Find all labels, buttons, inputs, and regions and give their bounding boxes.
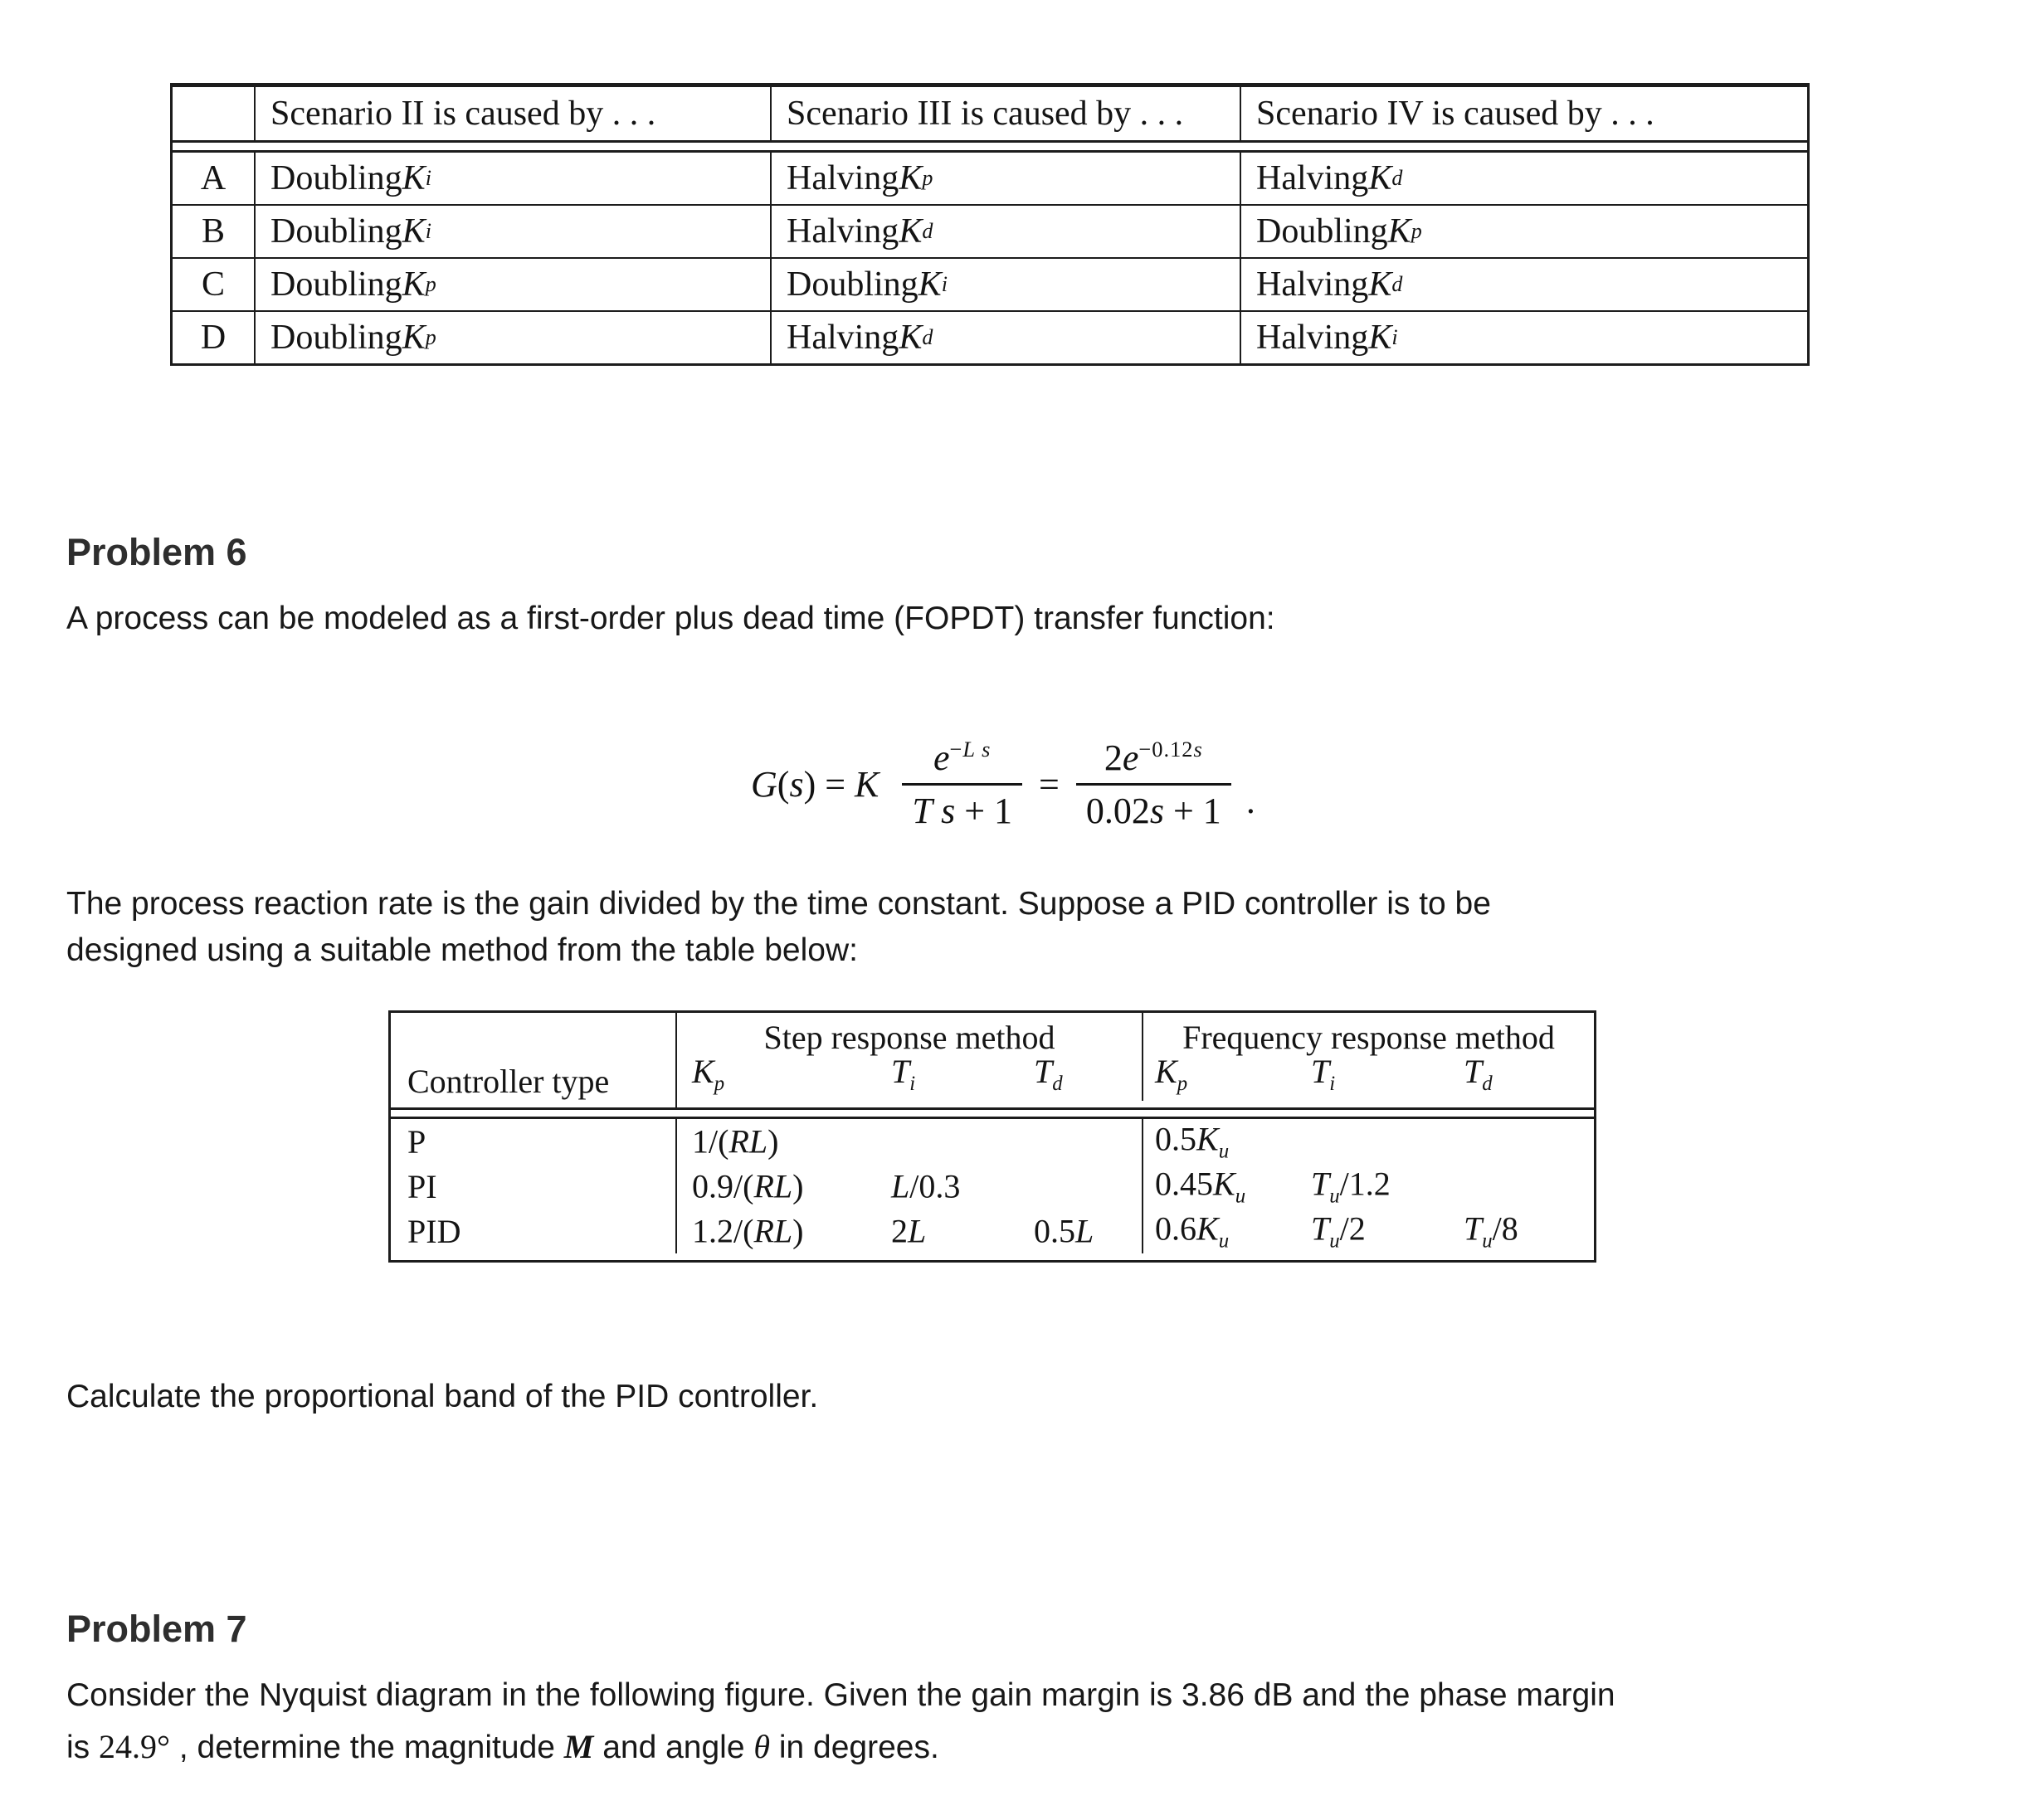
double-rule-gap xyxy=(391,1110,1594,1119)
transfer-function-formula xyxy=(751,737,1255,832)
frequency-method-header-cell xyxy=(1143,1013,1594,1101)
fraction-numerator: $2e^{-0.12s}$ xyxy=(1104,736,1203,778)
kp-value: $0.45K_u$ xyxy=(1155,1165,1246,1208)
row-label: B xyxy=(173,206,256,257)
problem7-heading: Problem 7 xyxy=(66,1608,247,1650)
table-cell: Doubling K i xyxy=(256,206,772,257)
problem7-line2 xyxy=(66,1727,939,1766)
scenario-table xyxy=(170,83,1810,366)
fraction-denominator: T s + 1 xyxy=(912,791,1013,831)
tuning-table-header xyxy=(391,1013,1594,1110)
table-cell: Halving K d xyxy=(1256,265,1403,304)
td-value: 0.5L xyxy=(1034,1212,1094,1250)
problem6-body-line1: The process reaction rate is the gain divided by the time constant. Suppose a PID controller is to be xyxy=(66,886,1491,922)
problem6-heading: Problem 6 xyxy=(66,531,247,573)
td-value: $T_u/8$ xyxy=(1464,1209,1518,1253)
ti-value: $T_u/2$ xyxy=(1311,1209,1366,1253)
problem6-question: Calculate the proportional band of the PID controller. xyxy=(66,1379,819,1414)
frequency-values-cell xyxy=(1143,1119,1594,1164)
ti-subheader: $T_i$ xyxy=(891,1053,916,1095)
scenario-table-corner-cell xyxy=(173,87,256,140)
formula-period: . xyxy=(1245,780,1255,821)
table-cell: Halving K d xyxy=(1256,159,1403,197)
problem7-line1: Consider the Nyquist diagram in the following figure. Given the gain margin is 3.86 dB and the phase margin xyxy=(66,1677,1615,1713)
td-subheader: $T_d$ xyxy=(1034,1053,1063,1095)
kp-value: 0.9/(RL) xyxy=(692,1167,804,1205)
text-segment: and angle xyxy=(593,1730,754,1765)
magnitude-symbol: M xyxy=(563,1728,594,1765)
frequency-values-cell xyxy=(1143,1164,1594,1209)
exponent: −0.12s xyxy=(1138,736,1203,762)
frequency-method-title: Frequency response method xyxy=(1182,1019,1555,1056)
table-row-pid xyxy=(391,1209,1594,1253)
table-cell: Halving K p xyxy=(772,153,1241,204)
kp-value: 1/(RL) xyxy=(692,1122,779,1161)
ti-value: L/0.3 xyxy=(891,1167,961,1205)
controller-type-header-cell: Controller type xyxy=(391,1013,677,1107)
row-label: C xyxy=(173,259,256,310)
table-cell: Doubling K p xyxy=(1256,212,1422,251)
table-cell: Doubling K i xyxy=(256,153,772,204)
controller-type: PI xyxy=(391,1164,677,1209)
kp-subheader: $K_p$ xyxy=(692,1053,725,1095)
table-row-d xyxy=(173,310,1807,363)
row-label: A xyxy=(173,153,256,204)
formula-lhs: G(s) = K xyxy=(751,764,880,805)
problem6-intro: A process can be modeled as a first-order plus dead time (FOPDT) transfer function: xyxy=(66,601,1275,636)
text-segment: in degrees. xyxy=(770,1730,939,1765)
text-segment: is xyxy=(66,1730,99,1765)
kp-value: $0.5K_u$ xyxy=(1155,1120,1230,1163)
ti-value: 2L xyxy=(891,1212,927,1250)
formula-fraction-numeric xyxy=(1076,737,1231,832)
step-values-cell xyxy=(677,1164,1143,1209)
controller-type: PID xyxy=(391,1209,677,1253)
scenario4-header-cell: Scenario IV is caused by . . . xyxy=(1256,95,1654,133)
ti-value: $T_u/1.2$ xyxy=(1311,1165,1391,1208)
table-row-b xyxy=(173,204,1807,257)
kp-subheader: $K_p$ xyxy=(1155,1053,1188,1095)
table-cell: Doubling K p xyxy=(256,259,772,310)
table-cell: Doubling K i xyxy=(772,259,1241,310)
frequency-values-cell xyxy=(1143,1209,1594,1253)
scenario-table-body xyxy=(173,153,1807,363)
row-label: D xyxy=(173,312,256,363)
table-cell: Doubling K p xyxy=(256,312,772,363)
table-cell: Halving K d xyxy=(772,312,1241,363)
kp-value: 1.2/(RL) xyxy=(692,1212,804,1250)
table-row-a xyxy=(173,153,1807,204)
scenario2-header-cell: Scenario II is caused by . . . xyxy=(256,87,772,140)
double-rule-gap xyxy=(173,143,1807,153)
td-subheader: $T_d$ xyxy=(1464,1053,1493,1095)
step-method-title: Step response method xyxy=(763,1019,1055,1056)
controller-type: P xyxy=(391,1119,677,1164)
fraction-numerator: $e^{-L s}$ xyxy=(933,736,992,778)
table-cell: Halving K d xyxy=(772,206,1241,257)
text-segment: , determine the magnitude xyxy=(170,1730,564,1765)
equals-sign: = xyxy=(1039,764,1060,805)
theta-symbol: θ xyxy=(753,1728,771,1765)
table-cell: Halving K i xyxy=(1256,319,1398,357)
kp-value: $0.6K_u$ xyxy=(1155,1209,1230,1253)
table-row-p xyxy=(391,1119,1594,1164)
scenario-table-header-row xyxy=(173,87,1807,143)
tuning-table-body xyxy=(391,1119,1594,1260)
formula-fraction-symbolic xyxy=(902,737,1022,832)
step-method-header-cell xyxy=(677,1013,1143,1101)
exponent: −L s xyxy=(949,736,992,762)
step-values-cell xyxy=(677,1209,1143,1253)
table-row-c xyxy=(173,257,1807,310)
problem6-body-line2: designed using a suitable method from the table below: xyxy=(66,932,858,968)
tuning-table xyxy=(388,1010,1596,1263)
step-values-cell xyxy=(677,1119,1143,1164)
scenario3-header-cell: Scenario III is caused by . . . xyxy=(772,87,1241,140)
fraction-denominator: 0.02s + 1 xyxy=(1085,791,1221,831)
phase-margin-value: 24.9° xyxy=(99,1728,170,1765)
ti-subheader: $T_i$ xyxy=(1311,1053,1336,1095)
table-row-pi xyxy=(391,1164,1594,1209)
